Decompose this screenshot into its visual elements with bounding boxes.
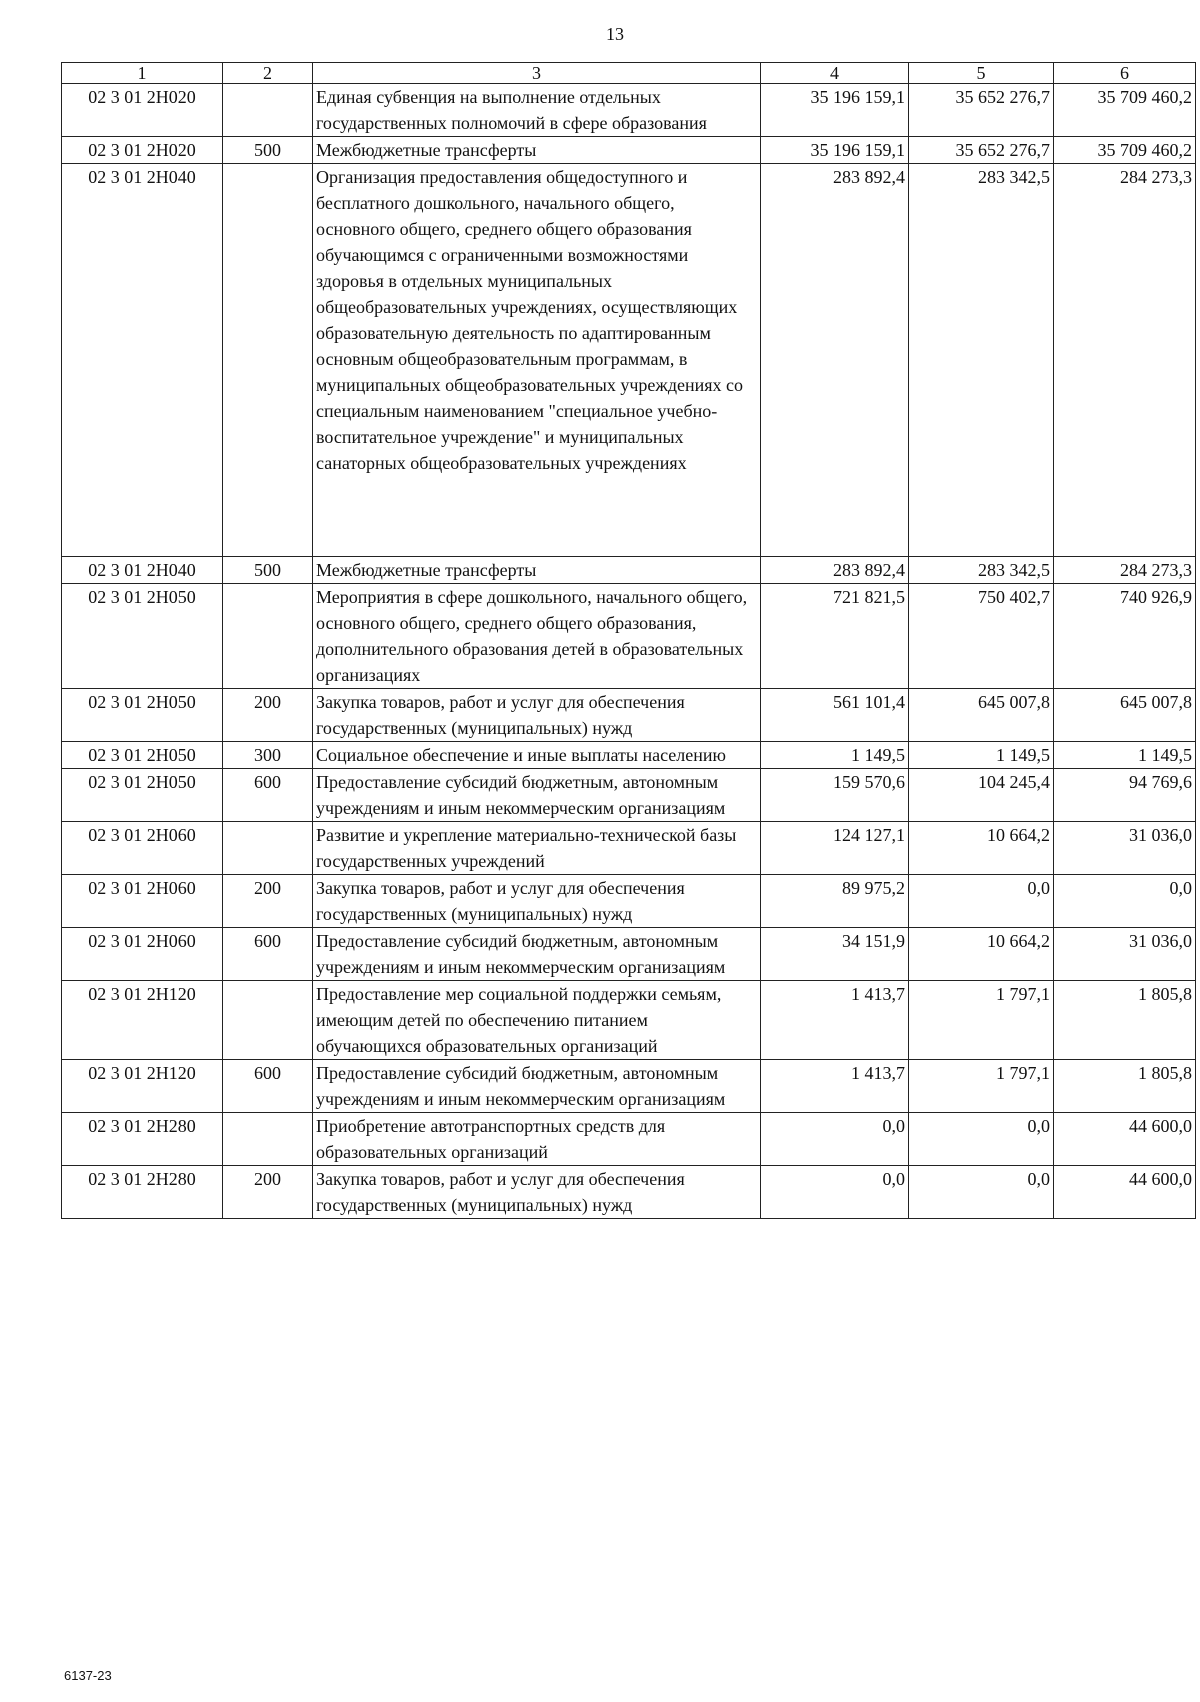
- row-value-col6-cell: 284 273,3: [1054, 557, 1196, 584]
- table-row: [62, 769, 1196, 822]
- table-body: [62, 84, 1196, 1219]
- table-row: [62, 1166, 1196, 1219]
- row-value-col4-cell: 35 196 159,1: [761, 84, 909, 137]
- column-header: 2: [223, 63, 313, 84]
- row-type-cell: [223, 164, 313, 557]
- row-value-col4-cell: 561 101,4: [761, 689, 909, 742]
- row-code-cell: 02 3 01 2Н040: [62, 557, 223, 584]
- row-code-cell: 02 3 01 2Н120: [62, 981, 223, 1060]
- table-row: [62, 137, 1196, 164]
- row-value-col4-cell: 159 570,6: [761, 769, 909, 822]
- row-name-cell: Закупка товаров, работ и услуг для обеспечения государственных (муниципальных) нужд: [313, 875, 761, 928]
- table-row: [62, 822, 1196, 875]
- row-type-cell: 500: [223, 557, 313, 584]
- row-value-col6-cell: 44 600,0: [1054, 1166, 1196, 1219]
- row-value-col5-cell: 750 402,7: [909, 584, 1054, 689]
- row-value-col6-cell: 94 769,6: [1054, 769, 1196, 822]
- row-type-cell: 500: [223, 137, 313, 164]
- table-row: [62, 164, 1196, 557]
- row-value-col6-cell: 284 273,3: [1054, 164, 1196, 557]
- table-row: [62, 84, 1196, 137]
- row-name-cell: Приобретение автотранспортных средств для образовательных организаций: [313, 1113, 761, 1166]
- row-type-cell: 200: [223, 689, 313, 742]
- row-type-cell: 200: [223, 1166, 313, 1219]
- row-value-col4-cell: 34 151,9: [761, 928, 909, 981]
- row-name-cell: Закупка товаров, работ и услуг для обеспечения государственных (муниципальных) нужд: [313, 689, 761, 742]
- row-value-col5-cell: 1 797,1: [909, 1060, 1054, 1113]
- row-name-cell: Предоставление субсидий бюджетным, автономным учреждениям и иным некоммерческим организациям: [313, 1060, 761, 1113]
- row-value-col5-cell: 283 342,5: [909, 557, 1054, 584]
- row-name-cell: Предоставление субсидий бюджетным, автономным учреждениям и иным некоммерческим организациям: [313, 928, 761, 981]
- row-value-col6-cell: 645 007,8: [1054, 689, 1196, 742]
- row-value-col4-cell: 1 413,7: [761, 1060, 909, 1113]
- row-value-col5-cell: 104 245,4: [909, 769, 1054, 822]
- column-header: 1: [62, 63, 223, 84]
- row-value-col6-cell: 44 600,0: [1054, 1113, 1196, 1166]
- row-type-cell: [223, 822, 313, 875]
- footer-code: 6137-23: [64, 1668, 112, 1683]
- row-value-col6-cell: 31 036,0: [1054, 822, 1196, 875]
- column-header: 4: [761, 63, 909, 84]
- table-row: [62, 742, 1196, 769]
- row-code-cell: 02 3 01 2Н280: [62, 1166, 223, 1219]
- row-type-cell: 600: [223, 1060, 313, 1113]
- row-code-cell: 02 3 01 2Н120: [62, 1060, 223, 1113]
- row-value-col5-cell: 645 007,8: [909, 689, 1054, 742]
- row-name-cell: Мероприятия в сфере дошкольного, начального общего, основного общего, среднего общего образования, дополнительного образования детей в образовательных организациях: [313, 584, 761, 689]
- row-value-col4-cell: 721 821,5: [761, 584, 909, 689]
- row-value-col6-cell: 740 926,9: [1054, 584, 1196, 689]
- column-header: 3: [313, 63, 761, 84]
- page-number: 13: [606, 24, 624, 44]
- row-type-cell: [223, 1113, 313, 1166]
- row-name-cell: Предоставление субсидий бюджетным, автономным учреждениям и иным некоммерческим организациям: [313, 769, 761, 822]
- row-value-col5-cell: 1 149,5: [909, 742, 1054, 769]
- row-value-col4-cell: 283 892,4: [761, 164, 909, 557]
- row-name-cell: Социальное обеспечение и иные выплаты населению: [313, 742, 761, 769]
- row-value-col6-cell: 1 805,8: [1054, 1060, 1196, 1113]
- row-name-cell: Единая субвенция на выполнение отдельных государственных полномочий в сфере образования: [313, 84, 761, 137]
- row-code-cell: 02 3 01 2Н060: [62, 875, 223, 928]
- column-header: 5: [909, 63, 1054, 84]
- row-value-col6-cell: 35 709 460,2: [1054, 137, 1196, 164]
- row-code-cell: 02 3 01 2Н060: [62, 822, 223, 875]
- budget-table: [61, 62, 1196, 1219]
- row-name-cell: Закупка товаров, работ и услуг для обеспечения государственных (муниципальных) нужд: [313, 1166, 761, 1219]
- row-code-cell: 02 3 01 2Н040: [62, 164, 223, 557]
- table-row: [62, 928, 1196, 981]
- row-name-cell: Межбюджетные трансферты: [313, 557, 761, 584]
- row-value-col6-cell: 35 709 460,2: [1054, 84, 1196, 137]
- row-code-cell: 02 3 01 2Н020: [62, 84, 223, 137]
- table-row: [62, 557, 1196, 584]
- row-value-col4-cell: 0,0: [761, 1113, 909, 1166]
- table-row: [62, 981, 1196, 1060]
- row-value-col5-cell: 10 664,2: [909, 822, 1054, 875]
- row-value-col5-cell: 0,0: [909, 875, 1054, 928]
- row-type-cell: 600: [223, 928, 313, 981]
- row-value-col6-cell: 31 036,0: [1054, 928, 1196, 981]
- row-type-cell: [223, 981, 313, 1060]
- column-header: 6: [1054, 63, 1196, 84]
- row-code-cell: 02 3 01 2Н050: [62, 742, 223, 769]
- row-value-col6-cell: 1 149,5: [1054, 742, 1196, 769]
- row-value-col6-cell: 0,0: [1054, 875, 1196, 928]
- table-row: [62, 1060, 1196, 1113]
- row-value-col5-cell: 283 342,5: [909, 164, 1054, 557]
- row-code-cell: 02 3 01 2Н280: [62, 1113, 223, 1166]
- row-name-cell: Развитие и укрепление материально-технической базы государственных учреждений: [313, 822, 761, 875]
- row-value-col5-cell: 35 652 276,7: [909, 137, 1054, 164]
- row-code-cell: 02 3 01 2Н050: [62, 584, 223, 689]
- table-header-row: [62, 63, 1196, 84]
- row-type-cell: [223, 84, 313, 137]
- row-name-cell: Межбюджетные трансферты: [313, 137, 761, 164]
- row-value-col5-cell: 10 664,2: [909, 928, 1054, 981]
- row-value-col4-cell: 0,0: [761, 1166, 909, 1219]
- row-value-col4-cell: 89 975,2: [761, 875, 909, 928]
- row-code-cell: 02 3 01 2Н020: [62, 137, 223, 164]
- row-type-cell: 300: [223, 742, 313, 769]
- row-value-col5-cell: 0,0: [909, 1113, 1054, 1166]
- table-row: [62, 1113, 1196, 1166]
- row-value-col4-cell: 1 149,5: [761, 742, 909, 769]
- row-type-cell: 200: [223, 875, 313, 928]
- table-row: [62, 584, 1196, 689]
- row-value-col5-cell: 35 652 276,7: [909, 84, 1054, 137]
- row-code-cell: 02 3 01 2Н050: [62, 689, 223, 742]
- row-name-cell: Организация предоставления общедоступного и бесплатного дошкольного, начального общего, основного общего, среднего общего образования обучающимся с ограниченными возможностями здоровья в отдельных муниципальных общеобразовательных учреждениях, осуществляющих образовательную деятельность по адаптированным основным общеобразовательным программам, в муниципальных общеобразовательных учреждениях со специальным наименованием "специальное учебно-воспитательное учреждение" и муниципальных санаторных общеобразовательных учреждениях: [313, 164, 761, 557]
- row-code-cell: 02 3 01 2Н060: [62, 928, 223, 981]
- row-value-col5-cell: 0,0: [909, 1166, 1054, 1219]
- row-code-cell: 02 3 01 2Н050: [62, 769, 223, 822]
- row-type-cell: [223, 584, 313, 689]
- row-value-col6-cell: 1 805,8: [1054, 981, 1196, 1060]
- table-row: [62, 875, 1196, 928]
- row-value-col4-cell: 35 196 159,1: [761, 137, 909, 164]
- row-value-col5-cell: 1 797,1: [909, 981, 1054, 1060]
- row-name-cell: Предоставление мер социальной поддержки семьям, имеющим детей по обеспечению питанием обучающихся образовательных организаций: [313, 981, 761, 1060]
- row-type-cell: 600: [223, 769, 313, 822]
- table-row: [62, 689, 1196, 742]
- row-value-col4-cell: 1 413,7: [761, 981, 909, 1060]
- row-value-col4-cell: 124 127,1: [761, 822, 909, 875]
- row-value-col4-cell: 283 892,4: [761, 557, 909, 584]
